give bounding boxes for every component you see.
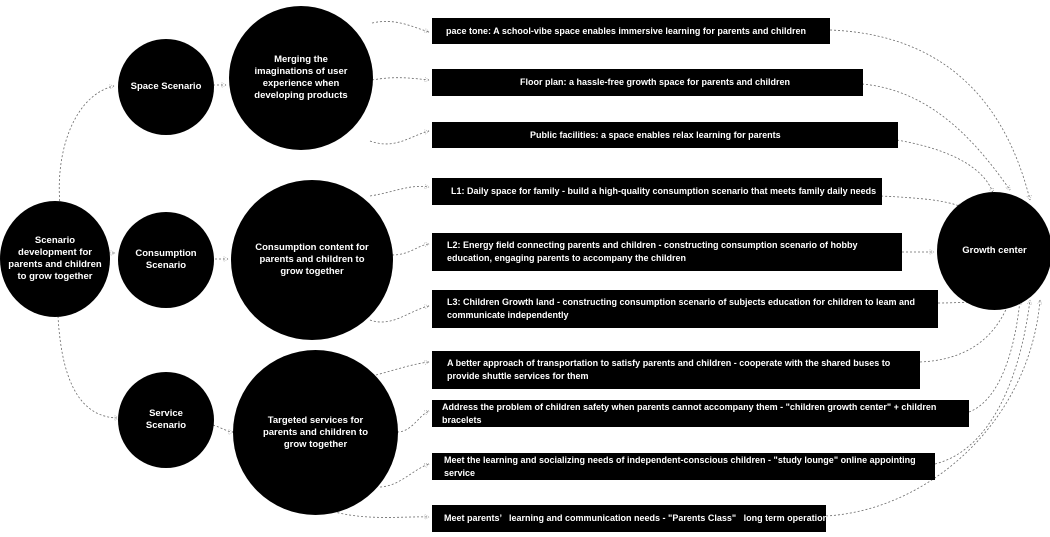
link-space-item-1 [372, 21, 429, 32]
link-space-item-3 [370, 131, 429, 144]
space-item-box [432, 69, 863, 96]
service-scenario-node [118, 372, 214, 468]
consumption-content-node [231, 180, 393, 340]
root-label: Scenario development for parents and children to grow together [8, 235, 102, 282]
space-content-label: Merging the imaginations of user experience when developing products [254, 54, 348, 101]
growth-center-label: Growth center [962, 245, 1027, 256]
link-root-service [58, 316, 119, 418]
service-item-box [432, 505, 829, 532]
consumption-item-box [432, 233, 902, 271]
space-item-text: Floor plan: a hassle-free growth space for parents and children [520, 77, 791, 87]
service-item-box [432, 351, 920, 389]
link-space-item-2 [372, 78, 429, 80]
consumption-item-text: L1: Daily space for family - build a high-quality consumption scenario that meets family daily needs [451, 186, 877, 196]
service-item-text: A better approach of transportation to satisfy parents and children - cooperate with the shared buses to provide shuttle services for them [447, 358, 891, 381]
link-cons-item-1 [370, 186, 429, 196]
link-g-9 [935, 300, 1030, 464]
space-item-box [432, 122, 898, 148]
link-root-space [59, 86, 114, 205]
space-item-box [432, 18, 830, 44]
service-content-label: Targeted services for parents and children to grow together [262, 414, 369, 450]
consumption-scenario-label: Consumption Scenario [135, 248, 197, 271]
space-item-text: Public facilities: a space enables relax learning for parents [530, 129, 781, 140]
consumption-item-text: L3: Children Growth land - constructing consumption scenario of subjects education for children to leam and communicate independently [447, 297, 916, 320]
link-g-8 [969, 300, 1020, 412]
consumption-item-box [432, 290, 938, 328]
service-item-text: Meet parents’ learning and communication needs - "Parents Class" long term operation [444, 513, 829, 523]
link-service-content [213, 425, 233, 432]
link-cons-item-3 [370, 306, 429, 322]
service-item-text: Meet the learning and socializing needs of independent-conscious children - "study lounge" online appointing service [444, 454, 916, 478]
link-cons-item-2 [392, 244, 429, 255]
consumption-item-box [432, 178, 882, 205]
link-g-4 [881, 196, 962, 207]
consumption-scenario-node [118, 212, 214, 308]
root-node [0, 201, 110, 317]
link-g-3 [897, 140, 993, 193]
service-scenario-label: Service Scenario [145, 408, 187, 431]
space-content-node [229, 6, 373, 150]
space-item-text: pace tone: A school-vibe space enables immersive learning for parents and children [446, 25, 806, 36]
service-content-node [233, 350, 398, 515]
space-scenario-label: Space Scenario [130, 81, 202, 92]
link-serv-item-1 [376, 362, 429, 375]
service-item-box [432, 400, 969, 427]
service-item-box [432, 453, 935, 480]
space-scenario-node [118, 39, 214, 135]
link-serv-item-2 [397, 411, 429, 432]
link-g-1 [830, 30, 1030, 200]
growth-center-node [937, 192, 1050, 310]
service-item-text: Address the problem of children safety when parents cannot accompany them - "children growth center" + children bracelets [442, 401, 937, 425]
consumption-content-label: Consumption content for parents and children to grow together [255, 242, 369, 277]
consumption-item-text: L2: Energy field connecting parents and children - constructing consumption scenario of hobby education, engaging parents to accompany the children [447, 240, 858, 263]
